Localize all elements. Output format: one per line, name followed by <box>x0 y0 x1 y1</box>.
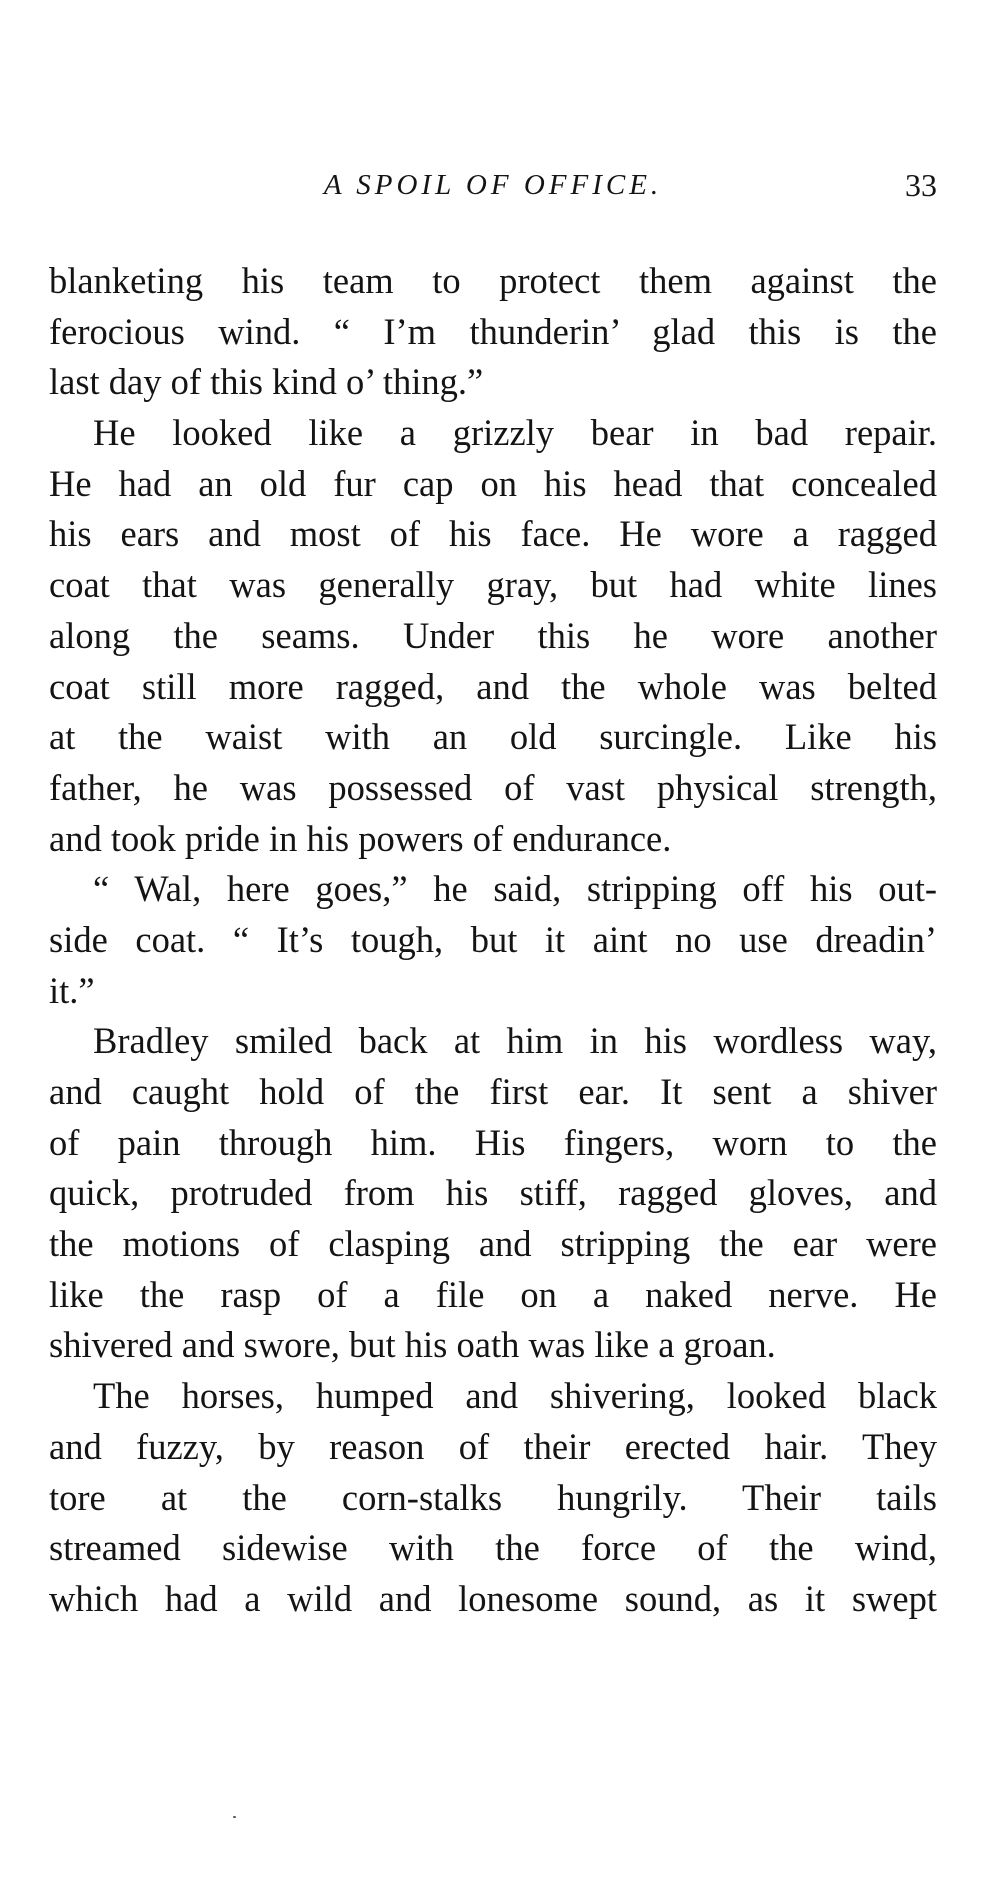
text-line: the motions of clasping and stripping the ear were <box>49 1223 937 1265</box>
text-line: it.” <box>49 969 95 1011</box>
text-line: shivered and swore, but his oath was like a groan. <box>49 1324 776 1366</box>
text-line: and took pride in his powers of endurance. <box>49 817 672 859</box>
text-line: side coat. “ It’s tough, but it aint no use dreadin’ <box>49 918 937 960</box>
text-line: quick, protruded from his stiff, ragged gloves, and <box>49 1172 937 1214</box>
text-line: tore at the corn-stalks hungrily. Their tails <box>49 1476 937 1518</box>
text-line: father, he was possessed of vast physical strength, <box>49 766 937 808</box>
text-line: of pain through him. His fingers, worn to the <box>49 1121 937 1163</box>
text-line: “ Wal, here goes,” he said, stripping off his out- <box>93 868 937 910</box>
page-number: 33 <box>905 167 937 203</box>
text-line: at the waist with an old surcingle. Like his <box>49 716 937 758</box>
text-body <box>49 256 937 1625</box>
text-line: coat that was generally gray, but had white lines <box>49 564 937 606</box>
text-line: and caught hold of the first ear. It sent a shiver <box>49 1071 937 1112</box>
paragraph <box>49 1371 937 1624</box>
text-line: ferocious wind. “ I’m thunderin’ glad this is the <box>49 310 937 352</box>
text-line: like the rasp of a file on a naked nerve. He <box>49 1273 937 1315</box>
text-line: Bradley smiled back at him in his wordless way, <box>93 1020 937 1062</box>
text-line: He looked like a grizzly bear in bad repair. <box>93 412 937 454</box>
running-head <box>49 165 937 215</box>
text-line: his ears and most of his face. He wore a ragged <box>49 513 937 555</box>
paragraph <box>49 408 937 864</box>
text-line: which had a wild and lonesome sound, as it swept <box>49 1577 937 1619</box>
paragraph <box>49 1016 937 1371</box>
text-line: He had an old fur cap on his head that concealed <box>49 462 937 504</box>
text-line: last day of this kind o’ thing.” <box>49 361 484 403</box>
paragraph <box>49 864 937 1016</box>
text-line: along the seams. Under this he wore another <box>49 614 937 656</box>
text-line: The horses, humped and shivering, looked black <box>93 1375 937 1417</box>
print-speck <box>233 1816 236 1818</box>
text-line: coat still more ragged, and the whole was belted <box>49 665 937 707</box>
paragraph <box>49 256 937 408</box>
running-title: A SPOIL OF OFFICE. <box>323 169 663 201</box>
text-line: blanketing his team to protect them against the <box>49 260 937 301</box>
text-line: and fuzzy, by reason of their erected hair. They <box>49 1425 937 1467</box>
text-line: streamed sidewise with the force of the wind, <box>49 1527 937 1569</box>
